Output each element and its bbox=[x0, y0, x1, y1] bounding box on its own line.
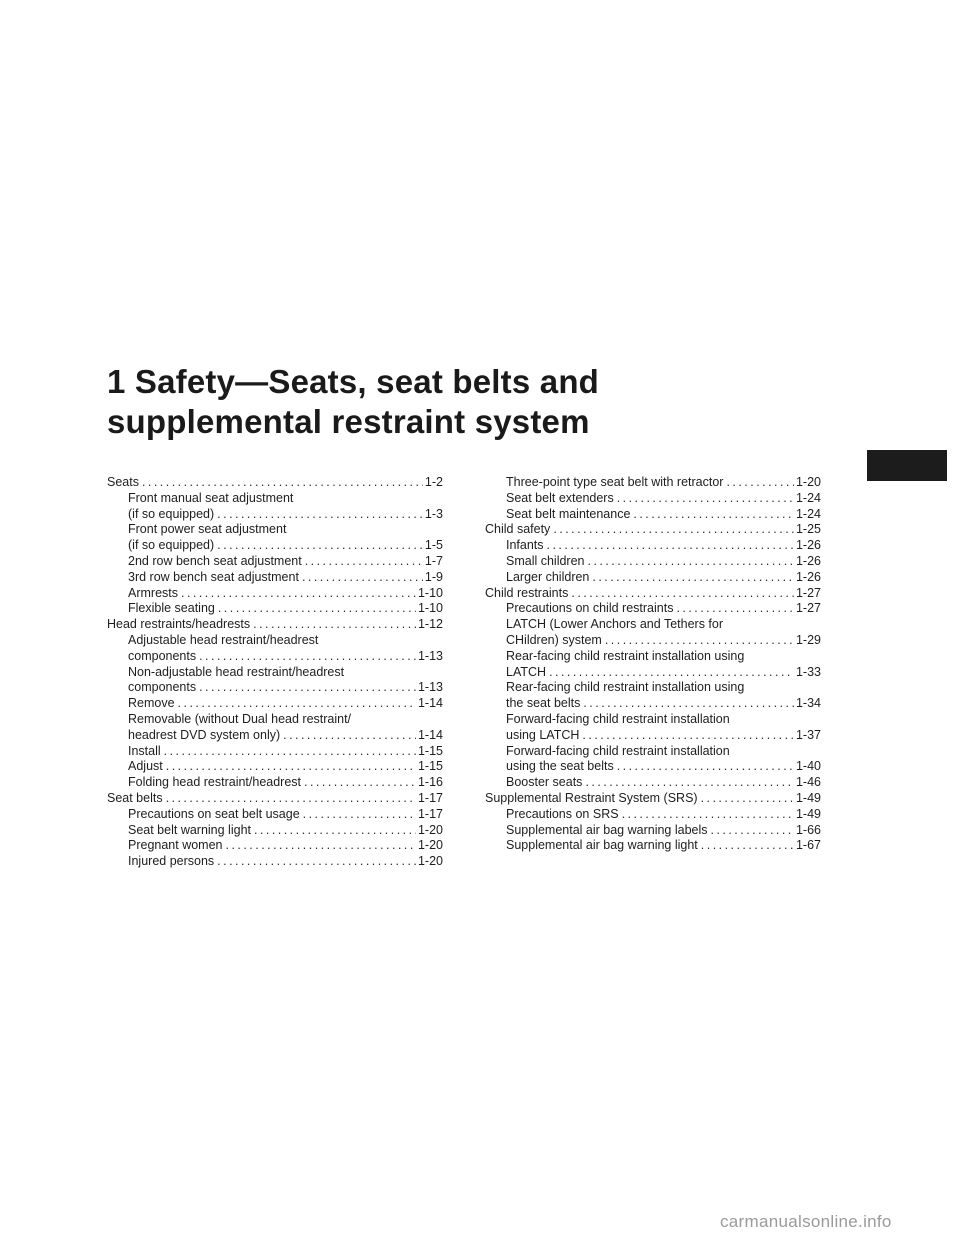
toc-page-number: 1-26 bbox=[795, 569, 821, 584]
toc-entry-title-part: Forward-facing child restraint installation bbox=[506, 711, 730, 726]
toc-entry[interactable] bbox=[107, 712, 443, 744]
toc-entry-line bbox=[128, 680, 443, 696]
toc-entry-line bbox=[506, 633, 821, 649]
toc-page-number: 1-14 bbox=[417, 727, 443, 742]
toc-entry-title: Flexible seating bbox=[128, 601, 215, 616]
toc-entry-title: Precautions on SRS bbox=[506, 806, 619, 821]
toc-entry[interactable] bbox=[107, 601, 443, 617]
toc-entry-title: Seat belt warning light bbox=[128, 822, 251, 837]
toc-entry[interactable] bbox=[107, 775, 443, 791]
dot-leader bbox=[217, 507, 423, 523]
dot-leader bbox=[304, 775, 416, 791]
toc-entry[interactable] bbox=[485, 791, 821, 807]
toc-entry[interactable] bbox=[107, 633, 443, 665]
toc-entry-line bbox=[506, 838, 821, 854]
dot-leader bbox=[582, 728, 794, 744]
toc-entry-title: Booster seats bbox=[506, 775, 583, 790]
toc-entry[interactable] bbox=[485, 522, 821, 538]
toc-column-left bbox=[107, 475, 443, 870]
toc-entry[interactable] bbox=[107, 554, 443, 570]
toc-entry-title: Folding head restraint/headrest bbox=[128, 775, 302, 790]
toc-entry-title: (if so equipped) bbox=[128, 538, 215, 553]
toc-entry-title: Adjust bbox=[128, 759, 163, 774]
dot-leader bbox=[283, 728, 416, 744]
toc-entry-title-part: Adjustable head restraint/headrest bbox=[128, 632, 319, 647]
toc-page-number: 1-10 bbox=[417, 601, 443, 616]
dot-leader bbox=[199, 680, 416, 696]
toc-entry-title: Supplemental air bag warning labels bbox=[506, 822, 708, 837]
toc-entry-line bbox=[485, 791, 821, 807]
toc-entry-line bbox=[506, 665, 821, 681]
toc-page-number: 1-49 bbox=[795, 806, 821, 821]
toc-entry-line bbox=[128, 744, 443, 760]
dot-leader bbox=[701, 791, 794, 807]
toc-entry-title: Injured persons bbox=[128, 854, 215, 869]
toc-entry[interactable] bbox=[107, 696, 443, 712]
dot-leader bbox=[592, 570, 794, 586]
toc-page-number: 1-27 bbox=[795, 601, 821, 616]
dot-leader bbox=[218, 601, 416, 617]
toc-page-number: 1-25 bbox=[795, 522, 821, 537]
toc-page-number: 1-20 bbox=[417, 854, 443, 869]
toc-entry-line bbox=[506, 491, 821, 507]
toc-page-number: 1-27 bbox=[795, 585, 821, 600]
toc-entry[interactable] bbox=[485, 775, 821, 791]
toc-entry[interactable] bbox=[485, 570, 821, 586]
toc-page-number: 1-20 bbox=[795, 475, 821, 489]
toc-page-number: 1-46 bbox=[795, 775, 821, 790]
dot-leader bbox=[585, 775, 794, 791]
toc-page-number: 1-17 bbox=[417, 790, 443, 805]
toc-entry[interactable] bbox=[485, 617, 821, 649]
toc-entry-line bbox=[128, 538, 443, 554]
toc-entry-line bbox=[506, 759, 821, 775]
dot-leader bbox=[305, 554, 423, 570]
chapter-title bbox=[107, 362, 599, 442]
dot-leader bbox=[164, 744, 416, 760]
dot-leader bbox=[217, 854, 416, 870]
toc-entry-line bbox=[506, 728, 821, 744]
toc-entry[interactable] bbox=[107, 570, 443, 586]
toc-page-number: 1-37 bbox=[795, 727, 821, 742]
toc-entry-line bbox=[107, 475, 443, 491]
dot-leader bbox=[549, 665, 794, 681]
toc-entry[interactable] bbox=[107, 759, 443, 775]
chapter-title-line-2: supplemental restraint system bbox=[107, 403, 590, 440]
toc-entry-title: Armrests bbox=[128, 585, 178, 600]
toc-entry[interactable] bbox=[485, 491, 821, 507]
toc-entry-title: Seats bbox=[107, 475, 139, 489]
toc-entry[interactable] bbox=[107, 491, 443, 523]
chapter-title-line-1: 1 Safety—Seats, seat belts and bbox=[107, 363, 600, 400]
toc-page-number: 1-66 bbox=[795, 822, 821, 837]
toc-entry-line bbox=[506, 807, 821, 823]
toc-entry-line bbox=[128, 570, 443, 586]
toc-entry[interactable] bbox=[107, 665, 443, 697]
toc-entry-title-part: Rear-facing child restraint installation using bbox=[506, 680, 745, 695]
toc-entry-line bbox=[128, 759, 443, 775]
toc-entry-line bbox=[128, 601, 443, 617]
dot-leader bbox=[166, 791, 416, 807]
toc-entry-line bbox=[506, 775, 821, 791]
toc-entry-title: Pregnant women bbox=[128, 838, 223, 853]
dot-leader bbox=[726, 475, 794, 491]
toc-page-number: 1-2 bbox=[424, 475, 443, 489]
toc-entry[interactable] bbox=[485, 838, 821, 854]
toc-entry-line bbox=[128, 507, 443, 523]
toc-entry-title: Precautions on seat belt usage bbox=[128, 806, 300, 821]
dot-leader bbox=[605, 633, 794, 649]
toc-entry[interactable] bbox=[485, 475, 821, 491]
toc-entry[interactable] bbox=[107, 807, 443, 823]
toc-entry[interactable] bbox=[485, 538, 821, 554]
toc-entry-line bbox=[128, 838, 443, 854]
toc-entry-title-part: Removable (without Dual head restraint/ bbox=[128, 711, 352, 726]
toc-entry-line bbox=[506, 570, 821, 586]
toc-page-number: 1-40 bbox=[795, 759, 821, 774]
toc-entry-line bbox=[506, 475, 821, 491]
toc-entry[interactable] bbox=[485, 823, 821, 839]
toc-entry-title: Precautions on child restraints bbox=[506, 601, 674, 616]
toc-entry-title: Install bbox=[128, 743, 161, 758]
toc-page-number: 1-67 bbox=[795, 838, 821, 853]
toc-page-number: 1-10 bbox=[417, 585, 443, 600]
toc-entry[interactable] bbox=[107, 791, 443, 807]
toc-entry[interactable] bbox=[107, 854, 443, 870]
toc-entry-title: using LATCH bbox=[506, 727, 580, 742]
toc-entry-title: Three-point type seat belt with retractor bbox=[506, 475, 724, 489]
toc-entry-title: Supplemental air bag warning light bbox=[506, 838, 698, 853]
toc-entry-title: Larger children bbox=[506, 569, 590, 584]
dot-leader bbox=[166, 759, 416, 775]
toc-entry-line bbox=[506, 538, 821, 554]
toc-entry-title: Supplemental Restraint System (SRS) bbox=[485, 790, 698, 805]
toc-page-number: 1-12 bbox=[417, 617, 443, 632]
toc-entry-title: Child safety bbox=[485, 522, 551, 537]
toc-entry-title-part: Forward-facing child restraint installation bbox=[506, 743, 730, 758]
toc-page-number: 1-14 bbox=[417, 696, 443, 711]
toc-entry[interactable] bbox=[485, 744, 821, 776]
dot-leader bbox=[571, 586, 794, 602]
toc-entry[interactable] bbox=[485, 680, 821, 712]
toc-page-number: 1-9 bbox=[424, 569, 443, 584]
dot-leader bbox=[622, 807, 794, 823]
dot-leader bbox=[553, 522, 794, 538]
toc-entry-line bbox=[506, 696, 821, 712]
toc-entry-title-part: Rear-facing child restraint installation using bbox=[506, 648, 745, 663]
dot-leader bbox=[226, 838, 416, 854]
toc-page-number: 1-5 bbox=[424, 538, 443, 553]
dot-leader bbox=[254, 823, 416, 839]
toc-entry-title: components bbox=[128, 680, 197, 695]
toc-entry[interactable] bbox=[485, 554, 821, 570]
toc-entry[interactable] bbox=[107, 522, 443, 554]
toc-entry-line bbox=[128, 728, 443, 744]
toc-entry-title: components bbox=[128, 648, 197, 663]
dot-leader bbox=[181, 586, 416, 602]
toc-entry-title: Infants bbox=[506, 538, 544, 553]
toc-entry[interactable] bbox=[485, 712, 821, 744]
toc-page-number: 1-16 bbox=[417, 775, 443, 790]
dot-leader bbox=[633, 507, 794, 523]
dot-leader bbox=[199, 649, 416, 665]
toc-entry-title: Seat belts bbox=[107, 790, 163, 805]
dot-leader bbox=[583, 696, 794, 712]
toc-entry-title: headrest DVD system only) bbox=[128, 727, 281, 742]
toc-entry[interactable] bbox=[107, 617, 443, 633]
dot-leader bbox=[711, 823, 794, 839]
toc-entry-line bbox=[506, 601, 821, 617]
toc-page-number: 1-13 bbox=[417, 648, 443, 663]
toc-page-number: 1-24 bbox=[795, 490, 821, 505]
toc-entry[interactable] bbox=[485, 507, 821, 523]
toc-page-number: 1-34 bbox=[795, 696, 821, 711]
watermark: carmanualsonline.info bbox=[720, 1212, 892, 1231]
toc-entry[interactable] bbox=[107, 838, 443, 854]
toc-entry-title-part: Front power seat adjustment bbox=[128, 522, 287, 537]
toc-entry-title: Seat belt maintenance bbox=[506, 506, 631, 521]
toc-entry-title: 3rd row bench seat adjustment bbox=[128, 569, 299, 584]
toc-entry-title: Remove bbox=[128, 696, 175, 711]
toc-entry[interactable] bbox=[485, 601, 821, 617]
toc-entry-line bbox=[506, 823, 821, 839]
toc-entry-title: CHildren) system bbox=[506, 632, 602, 647]
toc-page-number: 1-13 bbox=[417, 680, 443, 695]
chapter-tab-marker bbox=[867, 450, 947, 481]
toc-entry-title: 2nd row bench seat adjustment bbox=[128, 553, 302, 568]
toc-page-number: 1-3 bbox=[424, 506, 443, 521]
toc-entry[interactable] bbox=[107, 744, 443, 760]
toc-entry-title: Small children bbox=[506, 553, 585, 568]
toc-entry-line bbox=[107, 617, 443, 633]
dot-leader bbox=[617, 491, 794, 507]
dot-leader bbox=[676, 601, 794, 617]
toc-entry-line bbox=[485, 522, 821, 538]
toc-entry-title: (if so equipped) bbox=[128, 506, 215, 521]
toc-entry-line bbox=[485, 586, 821, 602]
toc-entry-title: LATCH bbox=[506, 664, 547, 679]
toc-entry-title-part: Front manual seat adjustment bbox=[128, 490, 294, 505]
dot-leader bbox=[588, 554, 794, 570]
toc-entry-title: Seat belt extenders bbox=[506, 490, 614, 505]
toc-entry-line bbox=[128, 823, 443, 839]
dot-leader bbox=[617, 759, 794, 775]
toc-page-number: 1-24 bbox=[795, 506, 821, 521]
dot-leader bbox=[253, 617, 416, 633]
dot-leader bbox=[142, 475, 423, 491]
dot-leader bbox=[217, 538, 423, 554]
toc-entry-title: the seat belts bbox=[506, 696, 581, 711]
toc-page-number: 1-33 bbox=[795, 664, 821, 679]
toc-entry[interactable] bbox=[107, 586, 443, 602]
toc-entry-line bbox=[506, 507, 821, 523]
toc-entry-line bbox=[128, 854, 443, 870]
toc-page-number: 1-20 bbox=[417, 822, 443, 837]
toc-entry[interactable] bbox=[107, 475, 443, 491]
dot-leader bbox=[547, 538, 794, 554]
toc-entry-title: Head restraints/headrests bbox=[107, 617, 251, 632]
toc-entry-line bbox=[128, 775, 443, 791]
toc-entry[interactable] bbox=[107, 823, 443, 839]
toc-entry-line bbox=[506, 554, 821, 570]
toc-entry-line bbox=[128, 554, 443, 570]
dot-leader bbox=[178, 696, 416, 712]
toc-entry-line bbox=[128, 696, 443, 712]
toc-page-number: 1-26 bbox=[795, 553, 821, 568]
toc-page-number: 1-26 bbox=[795, 538, 821, 553]
dot-leader bbox=[701, 838, 794, 854]
toc-column-right bbox=[485, 475, 821, 854]
toc-page-number: 1-20 bbox=[417, 838, 443, 853]
toc-entry-title: using the seat belts bbox=[506, 759, 614, 774]
toc-entry[interactable] bbox=[485, 807, 821, 823]
toc-page-number: 1-7 bbox=[424, 553, 443, 568]
toc-entry[interactable] bbox=[485, 649, 821, 681]
toc-page-number: 1-15 bbox=[417, 743, 443, 758]
toc-entry-line bbox=[128, 649, 443, 665]
toc-page-number: 1-49 bbox=[795, 790, 821, 805]
toc-page-number: 1-15 bbox=[417, 759, 443, 774]
dot-leader bbox=[303, 807, 416, 823]
toc-entry-line bbox=[107, 791, 443, 807]
toc-entry-title-part: LATCH (Lower Anchors and Tethers for bbox=[506, 617, 723, 632]
toc-page-number: 1-17 bbox=[417, 806, 443, 821]
toc-entry-line bbox=[128, 807, 443, 823]
toc-entry-line bbox=[128, 586, 443, 602]
dot-leader bbox=[302, 570, 423, 586]
toc-page-number: 1-29 bbox=[795, 632, 821, 647]
toc-entry-title: Child restraints bbox=[485, 585, 569, 600]
toc-entry-title-part: Non-adjustable head restraint/headrest bbox=[128, 664, 345, 679]
toc-entry[interactable] bbox=[485, 586, 821, 602]
